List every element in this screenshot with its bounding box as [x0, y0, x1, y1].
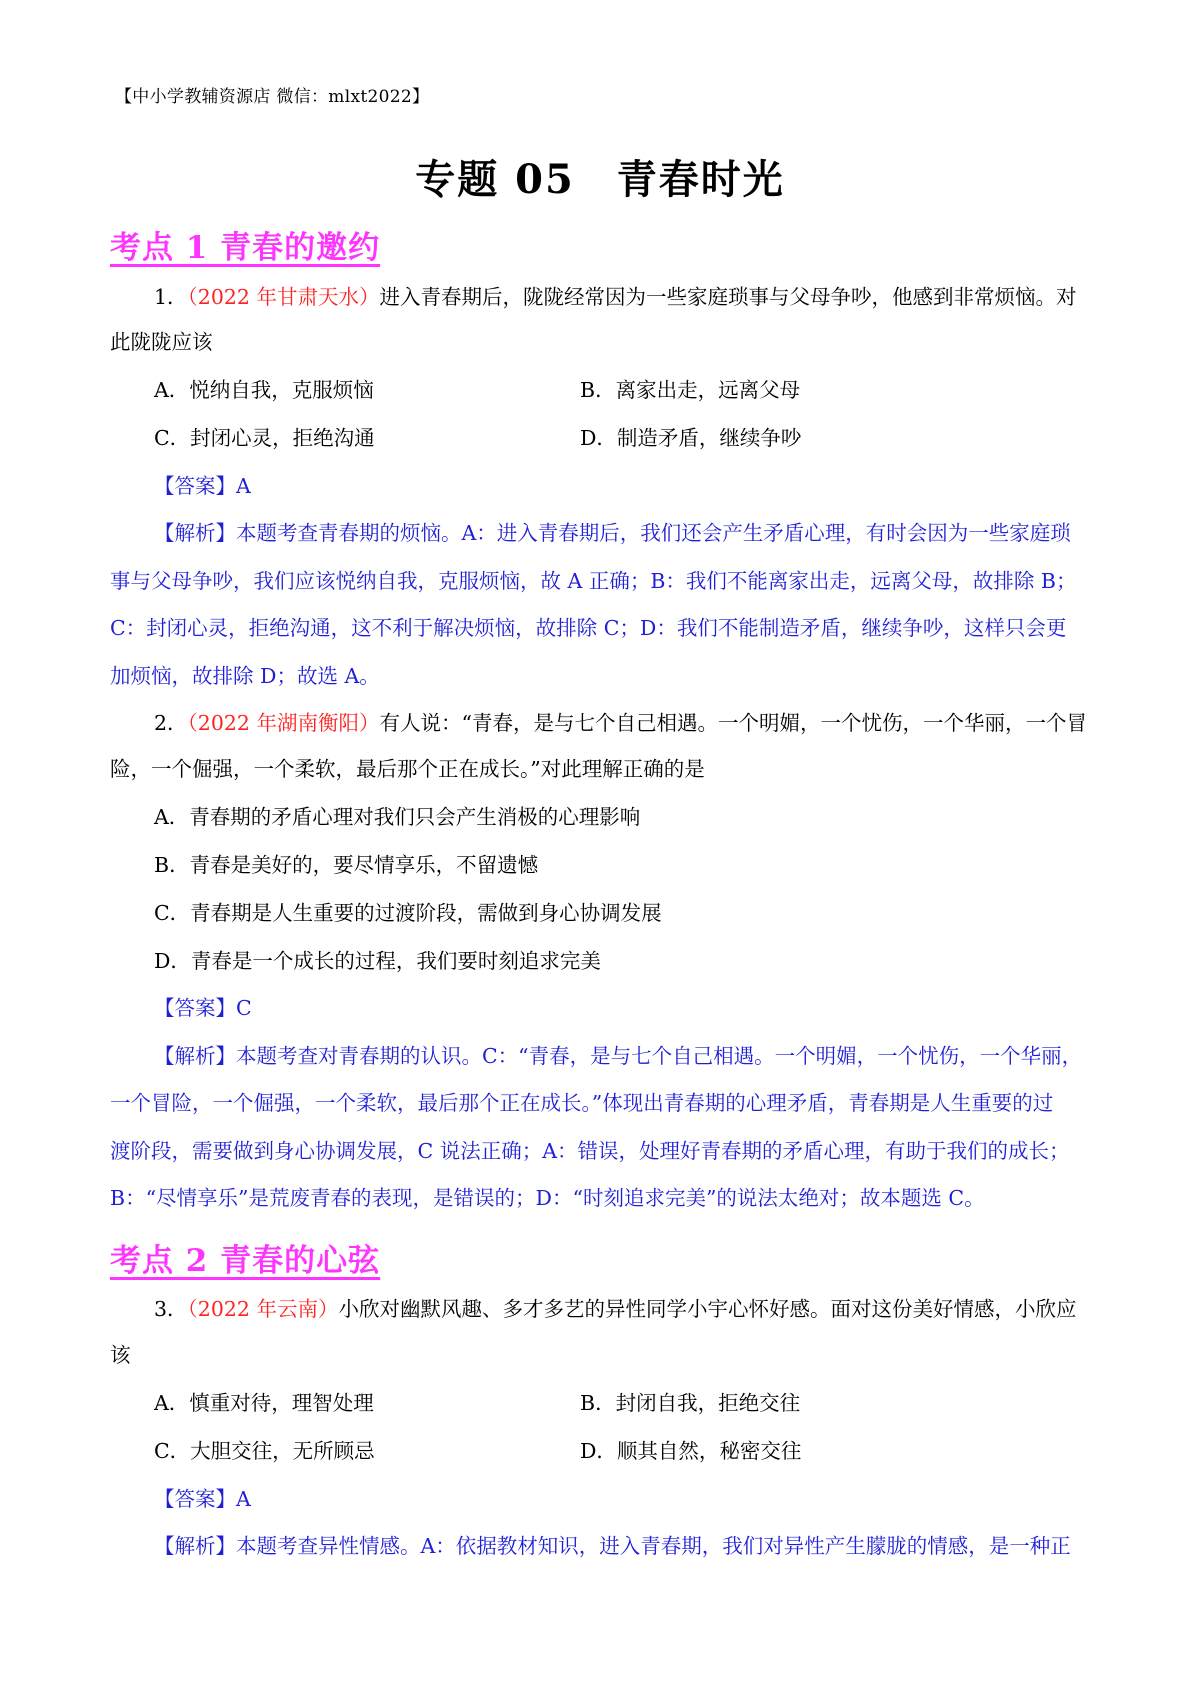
header-note: 【中小学教辅资源店 微信：mlxt2022】: [115, 87, 430, 107]
question-2-analysis-line-2: 一个冒险，一个倔强，一个柔软，最后那个正在成长。”体现出青春期的心理矛盾，青春期是人生重要的过: [110, 1091, 1054, 1115]
question-source: （2022 年云南）: [187, 1297, 339, 1321]
page-title: 专题 05 青春时光: [415, 156, 785, 203]
question-source: （2022 年湖南衡阳）: [187, 711, 380, 735]
question-2-stem-line-1: [154, 713, 1087, 734]
question-3-option-c: C．大胆交往，无所顾忌: [154, 1439, 375, 1463]
question-1-analysis-line-4: 加烦恼，故排除 D；故选 A。: [110, 664, 380, 688]
question-3-option-b: B．封闭自我，拒绝交往: [580, 1391, 801, 1415]
section-heading-1: 考点 1 青春的邀约: [110, 230, 381, 266]
question-1-option-a: A．悦纳自我，克服烦恼: [154, 378, 374, 402]
question-3-stem-line-2: 该: [110, 1343, 131, 1367]
question-2-analysis-line-1: 【解析】本题考查对青春期的认识。C：“青春，是与七个自己相遇。一个明媚，一个忧伤，一个华丽，: [154, 1044, 1083, 1068]
question-2-option-c: C．青春期是人生重要的过渡阶段，需做到身心协调发展: [154, 901, 662, 925]
question-2-option-b: B．青春是美好的，要尽情享乐，不留遗憾: [154, 853, 539, 877]
question-1-option-b: B．离家出走，远离父母: [580, 378, 801, 402]
question-3-answer: 【答案】A: [154, 1487, 251, 1511]
question-3-stem-line-1: [154, 1299, 1076, 1320]
question-2-option-d: D．青春是一个成长的过程，我们要时刻追求完美: [154, 949, 601, 973]
question-1-analysis-line-1: 【解析】本题考查青春期的烦恼。A：进入青春期后，我们还会产生矛盾心理，有时会因为一些家庭琐: [154, 521, 1071, 545]
question-1-analysis-line-2: 事与父母争吵，我们应该悦纳自我，克服烦恼，故 A 正确；B：我们不能离家出走，远离父母，故排除 B；: [110, 569, 1077, 593]
question-1-stem-line-2: 此陇陇应该: [110, 330, 213, 354]
question-1-analysis-line-3: C：封闭心灵，拒绝沟通，这不利于解决烦恼，故排除 C；D：我们不能制造矛盾，继续争吵，这样只会更: [110, 616, 1067, 640]
question-3-option-a: A．慎重对待，理智处理: [154, 1391, 374, 1415]
section-heading-2: 考点 2 青春的心弦: [110, 1243, 381, 1279]
question-3-analysis-line-1: 【解析】本题考查异性情感。A：依据教材知识，进入青春期，我们对异性产生朦胧的情感，是一种正: [154, 1534, 1071, 1558]
question-source: （2022 年甘肃天水）: [187, 285, 380, 309]
question-number: 2．: [154, 711, 188, 735]
question-2-stem-line-2: 险，一个倔强，一个柔软，最后那个正在成长。”对此理解正确的是: [110, 757, 705, 781]
question-2-analysis-line-3: 渡阶段，需要做到身心协调发展，C 说法正确；A：错误，处理好青春期的矛盾心理，有助于我们的成长；: [110, 1139, 1070, 1163]
question-stem: 进入青春期后，陇陇经常因为一些家庭琐事与父母争吵，他感到非常烦恼。对: [379, 285, 1077, 309]
question-stem: 小欣对幽默风趣、多才多艺的异性同学小宇心怀好感。面对这份美好情感，小欣应: [338, 1297, 1077, 1321]
question-2-option-a: A．青春期的矛盾心理对我们只会产生消极的心理影响: [154, 805, 641, 829]
question-stem: 有人说：“青春，是与七个自己相遇。一个明媚，一个忧伤，一个华丽，一个冒: [379, 711, 1087, 735]
question-1-stem-line-1: [154, 287, 1076, 308]
question-2-answer: 【答案】C: [154, 996, 252, 1020]
question-3-option-d: D．顺其自然，秘密交往: [580, 1439, 802, 1463]
question-2-analysis-line-4: B：“尽情享乐”是荒废青春的表现，是错误的；D：“时刻追求完美”的说法太绝对；故本题选 C。: [110, 1186, 985, 1210]
question-1-answer: 【答案】A: [154, 474, 251, 498]
question-1-option-c: C．封闭心灵，拒绝沟通: [154, 426, 375, 450]
question-1-option-d: D．制造矛盾，继续争吵: [580, 426, 802, 450]
question-number: 3．: [154, 1297, 188, 1321]
question-number: 1．: [154, 285, 188, 309]
